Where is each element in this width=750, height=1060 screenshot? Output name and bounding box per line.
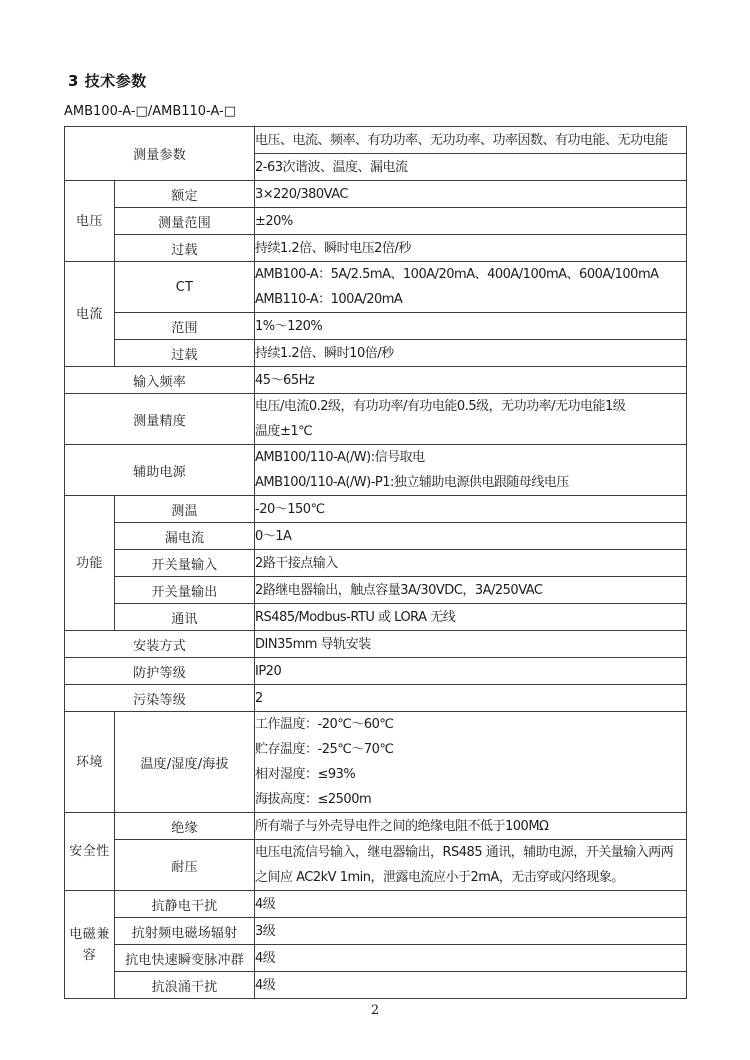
value-line: 2-63次谐波、温度、漏电流 — [255, 159, 408, 175]
value-cell — [255, 891, 687, 918]
model-subtitle: AMB100-A-□/AMB110-A-□ — [64, 104, 237, 119]
param-label-cell: 测量参数 — [65, 127, 255, 181]
table-row — [65, 972, 687, 999]
value-line: 2 — [255, 690, 263, 706]
value-line: 持续1.2倍、瞬时10倍/秒 — [255, 345, 394, 361]
value-line: 之间应 AC2kV 1min，泄露电流应小于2mA，无击穿或闪络现象。 — [255, 870, 624, 885]
param-label-cell: 过载 — [115, 235, 255, 262]
table-row — [65, 235, 687, 262]
value-cell — [255, 658, 687, 685]
value-line: IP20 — [255, 663, 282, 679]
value-line: 工作温度：-20℃～60℃ — [255, 717, 394, 732]
value-line: RS485/Modbus-RTU 或 LORA 无线 — [255, 609, 456, 625]
value-line: ±20% — [255, 213, 293, 229]
table-row — [65, 445, 687, 496]
value-line: 0～1A — [255, 528, 292, 544]
page-content — [64, 70, 686, 999]
page-number: 2 — [370, 1003, 380, 1018]
group-cell: 电磁兼容 — [65, 891, 115, 999]
param-label-cell: 漏电流 — [115, 523, 255, 550]
table-row — [65, 262, 687, 313]
param-label-cell: 污染等级 — [65, 685, 255, 712]
value-cell — [255, 685, 687, 712]
param-label-cell: 防护等级 — [65, 658, 255, 685]
value-cell — [255, 340, 687, 367]
value-cell — [255, 181, 687, 208]
param-label-cell: 抗静电干扰 — [115, 891, 255, 918]
value-cell — [255, 577, 687, 604]
param-label-cell: 额定 — [115, 181, 255, 208]
value-line: 海拔高度：≤2500m — [255, 792, 372, 807]
value-cell — [255, 945, 687, 972]
value-line: 电压电流信号输入，继电器输出，RS485 通讯，辅助电源，开关量输入两两 — [255, 845, 674, 860]
group-cell: 安全性 — [65, 813, 115, 891]
value-cell — [255, 496, 687, 523]
table-row — [65, 496, 687, 523]
value-cell — [255, 523, 687, 550]
table-row — [65, 658, 687, 685]
value-cell — [255, 394, 687, 445]
table-row — [65, 604, 687, 631]
table-row — [65, 523, 687, 550]
param-label-cell: 抗电快速瞬变脉冲群 — [115, 945, 255, 972]
value-cell — [255, 313, 687, 340]
table-row — [65, 840, 687, 891]
value-cell — [255, 235, 687, 262]
param-label-cell: 辅助电源 — [65, 445, 255, 496]
value-cell — [255, 550, 687, 577]
value-cell — [255, 445, 687, 496]
table-row — [65, 127, 687, 154]
value-cell — [255, 208, 687, 235]
param-label-cell: 测量精度 — [65, 394, 255, 445]
section-heading: 3 技术参数 — [68, 72, 147, 90]
table-row — [65, 577, 687, 604]
value-line: 4级 — [255, 896, 276, 912]
value-line: 3×220/380VAC — [255, 186, 348, 202]
spec-table-body — [65, 127, 687, 999]
table-row — [65, 712, 687, 813]
value-cell — [255, 813, 687, 840]
value-line: 相对湿度：≤93% — [255, 767, 356, 782]
value-line: AMB100/110-A(/W)-P1:独立辅助电源供电跟随母线电压 — [255, 475, 569, 490]
value-cell — [255, 262, 687, 313]
value-line: DIN35mm 导轨安装 — [255, 636, 371, 652]
value-line: 2路继电器输出，触点容量3A/30VDC，3A/250VAC — [255, 582, 543, 598]
table-row — [65, 918, 687, 945]
table-row — [65, 181, 687, 208]
value-cell — [255, 367, 687, 394]
value-cell — [255, 154, 687, 181]
value-line: 2路干接点输入 — [255, 555, 338, 571]
table-row — [65, 891, 687, 918]
value-line: AMB100-A：5A/2.5mA、100A/20mA、400A/100mA、600A/100mA — [255, 267, 659, 282]
param-label-cell: 开关量输入 — [115, 550, 255, 577]
param-label-cell: 耐压 — [115, 840, 255, 891]
value-line: 4级 — [255, 950, 276, 966]
value-line: AMB110-A：100A/20mA — [255, 292, 403, 307]
table-row — [65, 394, 687, 445]
value-cell — [255, 604, 687, 631]
value-line: 贮存温度：-25℃～70℃ — [255, 742, 394, 757]
param-label-cell: 测温 — [115, 496, 255, 523]
table-row — [65, 367, 687, 394]
param-label-cell: 通讯 — [115, 604, 255, 631]
value-line: 45～65Hz — [255, 372, 315, 388]
table-row — [65, 945, 687, 972]
group-cell: 电压 — [65, 181, 115, 262]
value-cell — [255, 840, 687, 891]
table-row — [65, 208, 687, 235]
param-label-cell: 测量范围 — [115, 208, 255, 235]
value-line: 电压/电流0.2级，有功功率/有功电能0.5级，无功功率/无功电能1级 — [255, 399, 626, 414]
value-line: 温度±1℃ — [255, 424, 313, 439]
group-cell: 环境 — [65, 712, 115, 813]
param-label-cell: 过载 — [115, 340, 255, 367]
param-label-cell: 范围 — [115, 313, 255, 340]
value-line: 持续1.2倍、瞬时电压2倍/秒 — [255, 240, 411, 256]
param-label-cell: 开关量输出 — [115, 577, 255, 604]
param-label-cell: 抗射频电磁场辐射 — [115, 918, 255, 945]
param-label-cell: 输入频率 — [65, 367, 255, 394]
table-row — [65, 313, 687, 340]
value-cell — [255, 972, 687, 999]
spec-table — [64, 126, 687, 999]
value-cell — [255, 631, 687, 658]
param-label-cell: 绝缘 — [115, 813, 255, 840]
param-label-cell: 抗浪涌干扰 — [115, 972, 255, 999]
value-cell — [255, 712, 687, 813]
value-cell — [255, 918, 687, 945]
value-line: 所有端子与外壳导电件之间的绝缘电阻不低于100MΩ — [255, 818, 549, 834]
param-label-cell: 温度/湿度/海拔 — [115, 712, 255, 813]
value-line: 3级 — [255, 923, 276, 939]
group-cell: 电流 — [65, 262, 115, 367]
table-row — [65, 813, 687, 840]
value-line: 电压、电流、频率、有功功率、无功功率、功率因数、有功电能、无功电能 — [255, 132, 668, 148]
table-row — [65, 340, 687, 367]
value-line: 1%～120% — [255, 318, 323, 334]
value-line: -20～150℃ — [255, 501, 325, 517]
value-line: 4级 — [255, 977, 276, 993]
table-row — [65, 631, 687, 658]
table-row — [65, 550, 687, 577]
value-cell — [255, 127, 687, 154]
param-label-cell: CT — [115, 262, 255, 313]
table-row — [65, 685, 687, 712]
group-cell: 功能 — [65, 496, 115, 631]
param-label-cell: 安装方式 — [65, 631, 255, 658]
value-line: AMB100/110-A(/W):信号取电 — [255, 450, 425, 465]
